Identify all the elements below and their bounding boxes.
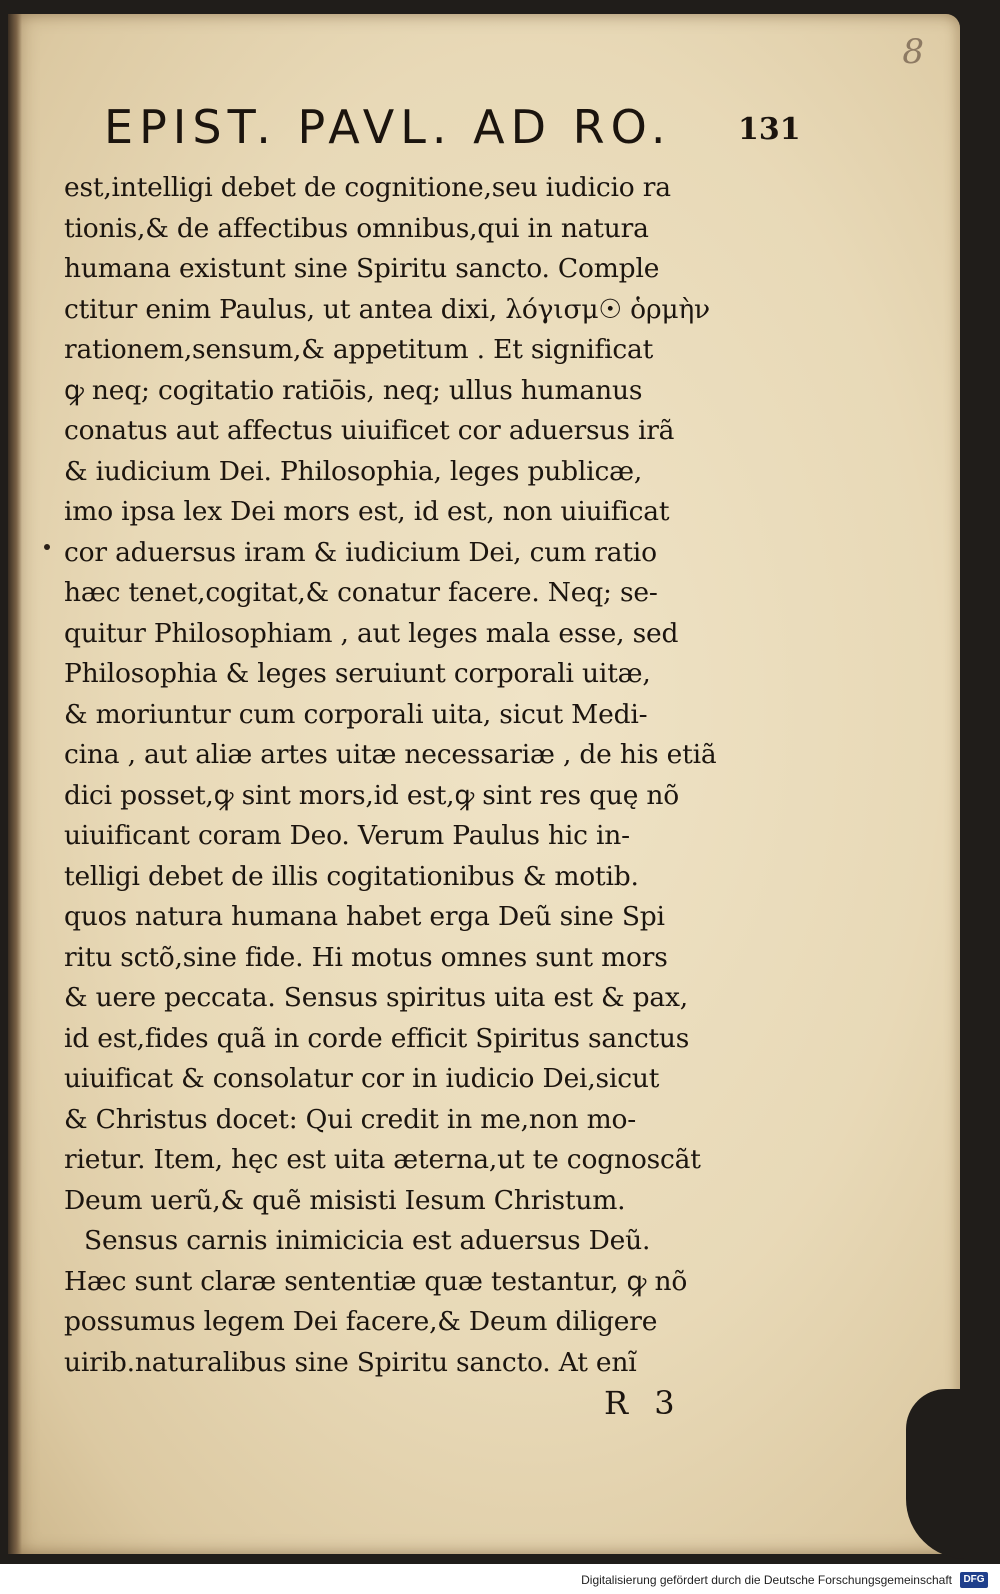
text-line: rietur. Item, hęc est uita æterna,ut te cognoscãt <box>64 1144 701 1175</box>
text-line: tionis,& de affectibus omnibus,qui in natura <box>64 212 649 244</box>
text-line: Sensus carnis inimicicia est aduersus Deũ. <box>84 1225 651 1256</box>
text-line: & uere peccata. Sensus spiritus uita est & pax, <box>64 982 688 1013</box>
text-line: est,intelligi debet de cognitione,seu iudicio ra <box>64 172 671 203</box>
signature-mark: R 3 <box>604 1384 683 1422</box>
page-gutter <box>8 14 22 1554</box>
text-line: Hæc sunt claræ sententiæ quæ testantur, ꝙ nõ <box>64 1265 688 1297</box>
text-line: conatus aut affectus uiuificet cor aduersus irã <box>64 415 675 446</box>
text-line: hæc tenet,cogitat,& conatur facere. Neq; se- <box>64 577 658 608</box>
text-line: humana existunt sine Spiritu sancto. Comple <box>64 253 660 284</box>
text-line: rationem,sensum,& appetitum . Et significat <box>64 334 654 365</box>
text-line: cor aduersus iram & iudicium Dei, cum ratio <box>64 536 657 568</box>
text-line: quos natura humana habet erga Deũ sine Spi <box>64 901 665 932</box>
text-line: id est,fides quã in corde efficit Spiritus sanctus <box>64 1022 690 1054</box>
text-line: ꝙ neq; cogitatio ratiōis, neq; ullus humanus <box>64 374 643 406</box>
text-line: telligi debet de illis cogitationibus & motib. <box>64 860 639 892</box>
text-line: cina , aut aliæ artes uitæ necessariæ , de his etiã <box>64 739 717 770</box>
text-line: possumus legem Dei facere,& Deum diligere <box>64 1306 658 1337</box>
text-line: & moriuntur cum corporali uita, sicut Medi- <box>64 698 648 730</box>
dfg-logo-icon: DFG <box>960 1572 988 1588</box>
margin-mark <box>44 544 50 550</box>
running-head: EPIST. PAVL. AD RO. <box>104 100 672 154</box>
text-line: uiuificat & consolatur cor in iudicio Dei,sicut <box>64 1063 660 1094</box>
footer-bar <box>0 1564 1000 1594</box>
text-line: ritu sctõ,sine fide. Hi motus omnes sunt mors <box>64 941 668 973</box>
book-page <box>8 14 960 1554</box>
body-text <box>64 168 799 1383</box>
text-line: & Christus docet: Qui credit in me,non mo- <box>64 1103 637 1135</box>
text-line: ctitur enim Paulus, ut antea dixi, λόγισμ☉ ὁρμὴν <box>64 293 710 325</box>
text-line: quitur Philosophiam , aut leges mala esse, sed <box>64 617 679 649</box>
folio-mark: 8 <box>902 32 924 72</box>
text-line: uiuificant coram Deo. Verum Paulus hic in- <box>64 820 630 851</box>
page-number: 131 <box>738 112 801 147</box>
text-line: & iudicium Dei. Philosophia, leges publicæ, <box>64 455 643 487</box>
text-line: imo ipsa lex Dei mors est, id est, non uiuificat <box>64 496 670 527</box>
text-line: Philosophia & leges seruiunt corporali uitæ, <box>64 658 651 689</box>
text-line: Deum uerũ,& quẽ misisti Iesum Christum. <box>64 1184 626 1216</box>
text-line: dici posset,ꝙ sint mors,id est,ꝙ sint res quę nõ <box>64 779 680 811</box>
text-line: uirib.naturalibus sine Spiritu sancto. At enĩ <box>64 1346 637 1378</box>
torn-corner <box>906 1389 966 1559</box>
footer-credit: Digitalisierung gefördert durch die Deutsche Forschungsgemeinschaft <box>581 1573 952 1587</box>
